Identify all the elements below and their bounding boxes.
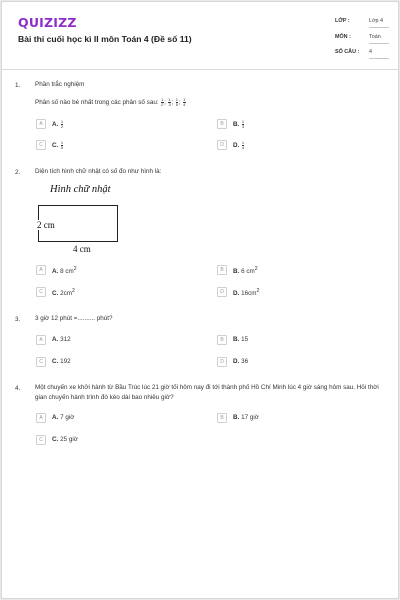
figure-bottom-label: 4 cm bbox=[73, 244, 91, 254]
question-text: 3 giờ 12 phút =.......... phút? bbox=[35, 315, 113, 322]
question-text: Một chuyến xe khởi hành từ Bầu Trúc lúc 21 giờ tối hôm nay đi tới thành phố Hồ Chí Minh lúc 4 giờ sáng hôm sau. Hỏi thời gian chuyến hành trình đó kéo dài bao nhiêu giờ? bbox=[35, 384, 379, 402]
option-letter-box: C bbox=[36, 435, 46, 445]
fraction: $\frac{1}{2}$ bbox=[60, 119, 64, 129]
option-letter-box: A bbox=[36, 265, 46, 275]
fraction: $\frac{1}{5}$ bbox=[60, 140, 64, 150]
figure-caption: Hình chữ nhật bbox=[50, 184, 111, 195]
option-letter-box: D bbox=[217, 357, 227, 367]
fraction: $\frac{1}{4}$ bbox=[241, 140, 245, 150]
question-number: 1. bbox=[15, 82, 21, 89]
question-number: 4. bbox=[15, 385, 21, 392]
option-letter-box: B bbox=[217, 265, 227, 275]
option-letter-box: D bbox=[217, 140, 227, 150]
option-letter-box: B bbox=[217, 413, 227, 423]
meta-value: Lớp 4 bbox=[369, 18, 389, 28]
fraction: $\frac{1}{4}$ bbox=[183, 97, 186, 107]
question-text: Diện tích hình chữ nhật có số đo như hình là: bbox=[35, 168, 162, 175]
question-number: 3. bbox=[15, 316, 21, 323]
option-letter-box: C bbox=[36, 140, 46, 150]
meta-value: 4 bbox=[369, 49, 389, 59]
option-letter-box: A bbox=[36, 335, 46, 345]
fraction: $\frac{1}{3}$ bbox=[168, 97, 171, 107]
option-letter-box: A bbox=[36, 119, 46, 129]
page-title: Bài thi cuối học kì II môn Toán 4 (Đề số 11) bbox=[18, 34, 192, 44]
option-letter-box: B bbox=[217, 335, 227, 345]
subtext-label: Phân số nào bé nhất trong các phân số sau: bbox=[35, 99, 159, 107]
fraction: $\frac{1}{5}$ bbox=[175, 97, 179, 107]
quizizz-logo: QUIZIZZ bbox=[18, 15, 77, 30]
question-subtext: Phân số nào bé nhất trong các phân số sau: $\frac{1}{2}$ ; $\frac{1}{3}$ ; $\frac{1}{5}$ ; $\frac{1}{4}$ bbox=[35, 97, 186, 107]
option-letter-box: C bbox=[36, 357, 46, 367]
fraction: $\frac{1}{3}$ bbox=[241, 119, 245, 129]
meta-label: MÔN : bbox=[335, 34, 351, 40]
option-letter-box: D bbox=[217, 287, 227, 297]
figure-side-label: 2 cm bbox=[37, 220, 55, 230]
meta-label: LỚP : bbox=[335, 18, 350, 24]
meta-label: SỐ CÂU : bbox=[335, 49, 360, 55]
meta-value: Toán bbox=[369, 34, 389, 44]
question-text: Phần trắc nghiệm bbox=[35, 81, 85, 88]
option-letter-box: B bbox=[217, 119, 227, 129]
option-letter-box: C bbox=[36, 287, 46, 297]
worksheet-page: QUIZIZZ Bài thi cuối học kì II môn Toán 4 (Đề số 11) LỚP : Lớp 4 MÔN : Toán SỐ CÂU : 4 1. Phần trắc nghiệm Phân số nào bé nhất trong các phân số sau: $\frac{1}{2}$ ; $\frac{1}{3}$ ; $\frac{1}{5}$ ; $\frac{1}{4}$ A A. $\frac{1}{2}$ B B. $\frac{1}{3}$ C C. $\frac{1}{5}$ D D. $\frac{1}{4}$ 2. Diện tích hình chữ nhật có số đo như hình là: Hình chữ nhật 2 cm 4 cm A A. 8 $cm^2$ B B. 6 $cm^2$ C C. $2cm^2$ D D. $16cm^2$ 3. 3 giờ 12 phút =.......... phút? A A. 312 B B. 15 C C. 192 D D. 36 4. Một chuyến xe khởi hành từ Bầu Trúc lúc 21 giờ tối hôm nay đi tới thành phố Hồ Chí Minh lúc 4 giờ sáng hôm sau. Hỏi thời gian chuyến hành trình đó kéo dài bao nhiêu giờ? A A. 7 giờ B B. 17 giờ C C. 25 giờ bbox=[1, 1, 399, 599]
fraction: $\frac{1}{2}$ bbox=[161, 97, 164, 107]
header-divider bbox=[2, 69, 398, 70]
option-letter-box: A bbox=[36, 413, 46, 423]
question-number: 2. bbox=[15, 169, 21, 176]
